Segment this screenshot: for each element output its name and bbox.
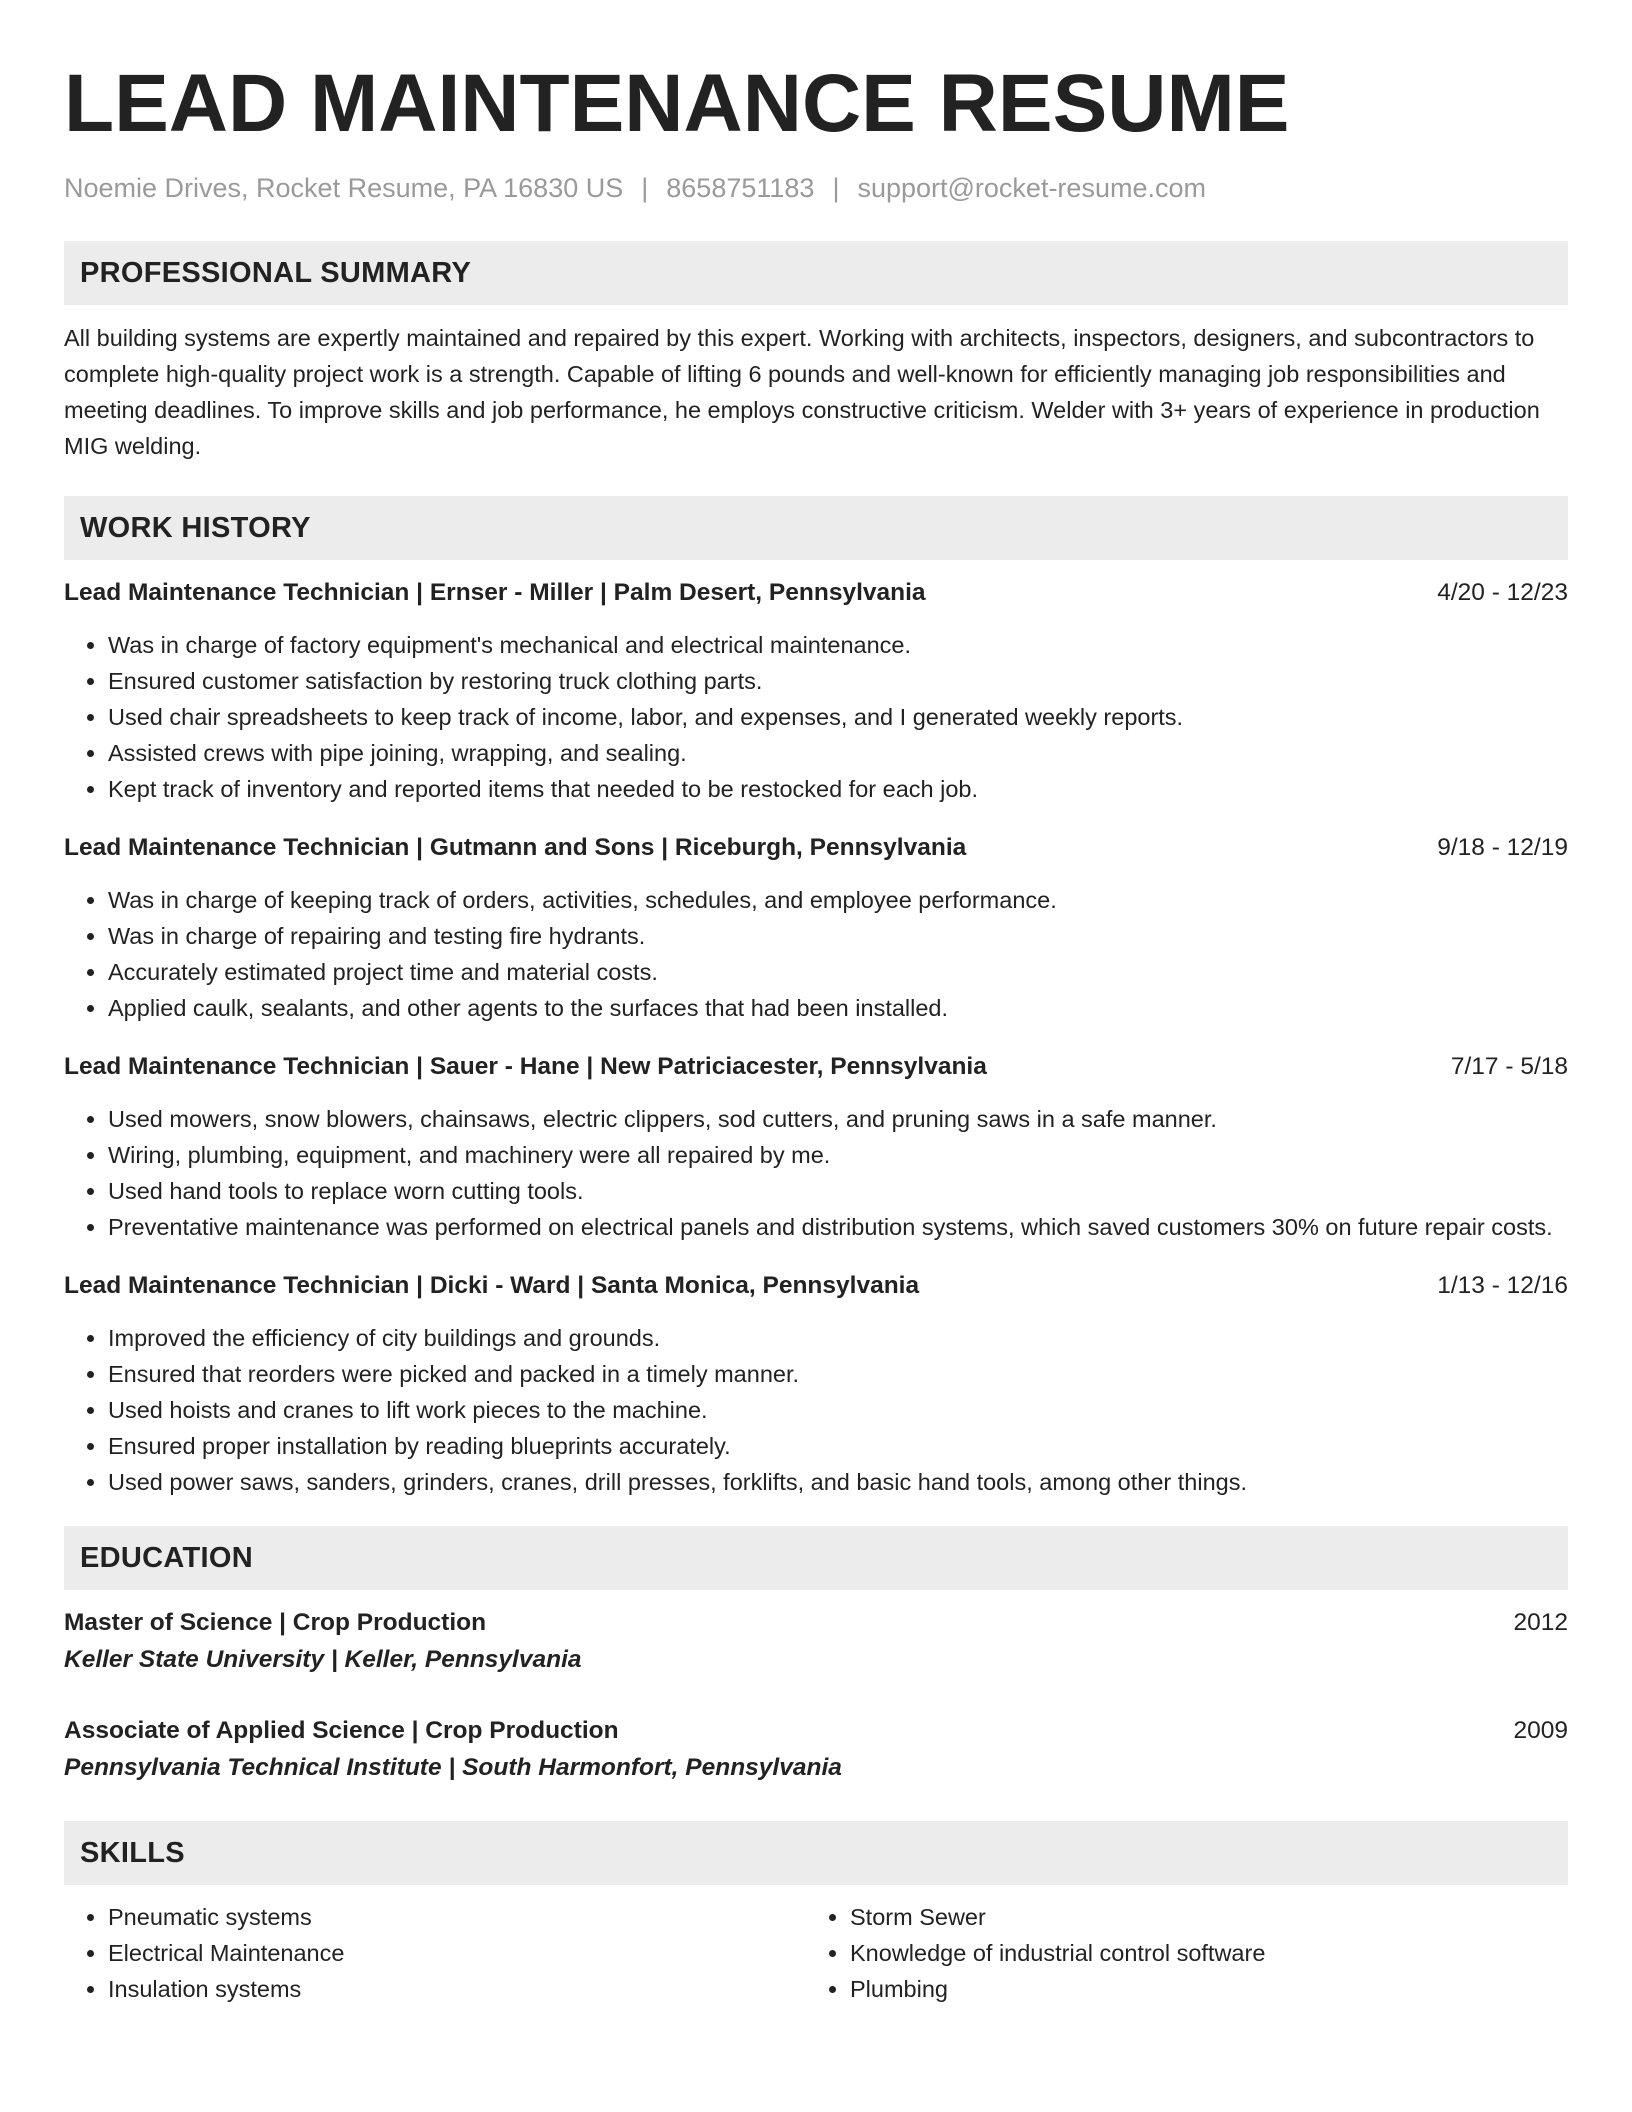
list-item: • Was in charge of keeping track of orders, activities, schedules, and employee performance. xyxy=(108,882,1568,918)
summary-text: All building systems are expertly maintained and repaired by this expert. Working with architects, inspectors, designers, and subcontractors to complete high-quality project work is a strength. Capable of lifting 6 pounds and well-known for efficiently managing job responsibilities and meeting deadlines. To improve skills and job performance, he employs constructive criticism. Welder with 3+ years of experience in production MIG welding. xyxy=(64,325,1540,459)
list-item: • Accurately estimated project time and material costs. xyxy=(108,954,1568,990)
education-header xyxy=(64,1605,1568,1641)
list-item: • Ensured proper installation by reading blueprints accurately. xyxy=(108,1428,1568,1464)
contact-email: support@rocket-resume.com xyxy=(857,173,1206,203)
education-entry xyxy=(64,1713,1568,1787)
job-dates: 1/13 - 12/16 xyxy=(1437,1272,1568,1299)
list-item: • Was in charge of factory equipment's mechanical and electrical maintenance. xyxy=(108,627,1568,663)
job-entry xyxy=(64,830,1568,1026)
skills-columns xyxy=(64,1899,1568,2007)
contact-line xyxy=(64,168,1568,208)
contact-phone: 8658751183 xyxy=(666,173,815,203)
contact-separator: | xyxy=(832,173,840,203)
job-entry xyxy=(64,575,1568,807)
education-entry xyxy=(64,1605,1568,1679)
list-item: • Insulation systems xyxy=(108,1971,806,2007)
list-item: • Pneumatic systems xyxy=(108,1899,806,1935)
job-header xyxy=(64,575,1568,611)
list-item: • Used hoists and cranes to lift work pieces to the machine. xyxy=(108,1392,1568,1428)
list-item: • Kept track of inventory and reported items that needed to be restocked for each job. xyxy=(108,771,1568,807)
section-header-education: EDUCATION xyxy=(64,1526,1568,1590)
list-item: • Wiring, plumbing, equipment, and machinery were all repaired by me. xyxy=(108,1137,1568,1173)
education-school: Keller State University | Keller, Pennsylvania xyxy=(64,1646,582,1673)
list-item: • Assisted crews with pipe joining, wrapping, and sealing. xyxy=(108,735,1568,771)
contact-address: Noemie Drives, Rocket Resume, PA 16830 US xyxy=(64,173,624,203)
job-header xyxy=(64,1268,1568,1304)
education-year: 2012 xyxy=(1513,1609,1568,1636)
list-item: • Used chair spreadsheets to keep track of income, labor, and expenses, and I generated weekly reports. xyxy=(108,699,1568,735)
list-item: • Improved the efficiency of city buildings and grounds. xyxy=(108,1320,1568,1356)
section-header-skills: SKILLS xyxy=(64,1821,1568,1885)
skills-list-left xyxy=(64,1899,806,2007)
list-item: • Plumbing xyxy=(850,1971,1548,2007)
list-item: • Was in charge of repairing and testing fire hydrants. xyxy=(108,918,1568,954)
job-bullets xyxy=(64,1320,1568,1500)
job-header xyxy=(64,1049,1568,1085)
contact-separator: | xyxy=(641,173,649,203)
list-item: • Applied caulk, sealants, and other agents to the surfaces that had been installed. xyxy=(108,990,1568,1026)
job-dates: 4/20 - 12/23 xyxy=(1437,579,1568,606)
job-bullets xyxy=(64,627,1568,807)
skills-list-right xyxy=(806,1899,1548,2007)
section-header-work-history: WORK HISTORY xyxy=(64,496,1568,560)
job-dates: 7/17 - 5/18 xyxy=(1450,1053,1568,1080)
section-header-summary: PROFESSIONAL SUMMARY xyxy=(64,241,1568,305)
list-item: • Ensured that reorders were picked and packed in a timely manner. xyxy=(108,1356,1568,1392)
job-title: Lead Maintenance Technician | Dicki - Ward | Santa Monica, Pennsylvania xyxy=(64,1272,920,1299)
education-degree: Master of Science | Crop Production xyxy=(64,1609,487,1636)
job-entry xyxy=(64,1049,1568,1245)
job-title: Lead Maintenance Technician | Gutmann and Sons | Riceburgh, Pennsylvania xyxy=(64,834,967,861)
job-bullets xyxy=(64,882,1568,1026)
list-item: • Preventative maintenance was performed on electrical panels and distribution systems, which saved customers 30% on future repair costs. xyxy=(108,1209,1568,1245)
job-dates: 9/18 - 12/19 xyxy=(1437,834,1568,861)
list-item: • Knowledge of industrial control software xyxy=(850,1935,1548,1971)
education-degree: Associate of Applied Science | Crop Production xyxy=(64,1717,619,1744)
list-item: • Used hand tools to replace worn cutting tools. xyxy=(108,1173,1568,1209)
education-school: Pennsylvania Technical Institute | South Harmonfort, Pennsylvania xyxy=(64,1754,842,1781)
job-bullets xyxy=(64,1101,1568,1245)
list-item: • Storm Sewer xyxy=(850,1899,1548,1935)
education-header xyxy=(64,1713,1568,1749)
education-year: 2009 xyxy=(1513,1717,1568,1744)
list-item: • Used mowers, snow blowers, chainsaws, electric clippers, sod cutters, and pruning saws in a safe manner. xyxy=(108,1101,1568,1137)
list-item: • Ensured customer satisfaction by restoring truck clothing parts. xyxy=(108,663,1568,699)
list-item: • Used power saws, sanders, grinders, cranes, drill presses, forklifts, and basic hand tools, among other things. xyxy=(108,1464,1568,1500)
job-title: Lead Maintenance Technician | Sauer - Hane | New Patriciacester, Pennsylvania xyxy=(64,1053,987,1080)
job-title: Lead Maintenance Technician | Ernser - Miller | Palm Desert, Pennsylvania xyxy=(64,579,926,606)
resume-title: LEAD MAINTENANCE RESUME xyxy=(64,58,1290,149)
list-item: • Electrical Maintenance xyxy=(108,1935,806,1971)
job-entry xyxy=(64,1268,1568,1500)
job-header xyxy=(64,830,1568,866)
